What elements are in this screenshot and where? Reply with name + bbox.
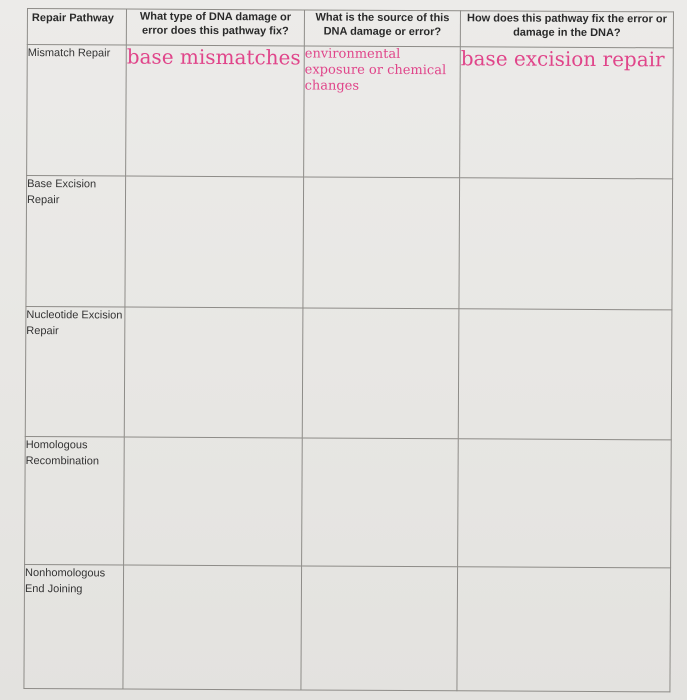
- header-fix-method: How does this pathway fix the error or damage in the DNA?: [460, 11, 673, 48]
- answer-fix-method[interactable]: base excision repair: [460, 47, 674, 179]
- row-label-base-excision-repair: Base Excision Repair: [26, 176, 126, 308]
- answer-cell[interactable]: [124, 307, 303, 438]
- answer-damage-type[interactable]: base mismatches: [126, 45, 305, 177]
- answer-cell[interactable]: [302, 438, 459, 567]
- answer-damage-source[interactable]: environmental exposure or chemical changes: [304, 46, 461, 178]
- row-label-nucleotide-excision-repair: Nucleotide Excision Repair: [25, 306, 125, 437]
- answer-cell[interactable]: [303, 177, 460, 309]
- row-label-nonhomologous-end-joining: Nonhomologous End Joining: [24, 564, 124, 689]
- dna-repair-table: [23, 8, 674, 692]
- answer-cell[interactable]: [301, 566, 458, 691]
- row-label-mismatch-repair: Mismatch Repair: [27, 45, 127, 177]
- answer-cell[interactable]: [458, 309, 672, 440]
- answer-cell[interactable]: [124, 437, 303, 566]
- answer-cell[interactable]: [123, 565, 302, 690]
- answer-cell[interactable]: [457, 567, 671, 692]
- table-row: [26, 176, 673, 310]
- row-label-homologous-recombination: Homologous Recombination: [25, 436, 125, 565]
- header-row: [27, 9, 673, 48]
- table-row: [24, 564, 671, 691]
- answer-cell[interactable]: [459, 178, 673, 310]
- table-row: [27, 45, 674, 179]
- answer-cell[interactable]: [302, 308, 459, 439]
- answer-cell[interactable]: [125, 176, 304, 308]
- header-repair-pathway: Repair Pathway: [27, 9, 126, 46]
- header-damage-type: What type of DNA damage or error does this pathway fix?: [126, 9, 304, 46]
- table-row: [25, 306, 672, 439]
- answer-cell[interactable]: [458, 439, 672, 568]
- table-row: [25, 436, 672, 567]
- header-damage-source: What is the source of this DNA damage or error?: [304, 10, 460, 47]
